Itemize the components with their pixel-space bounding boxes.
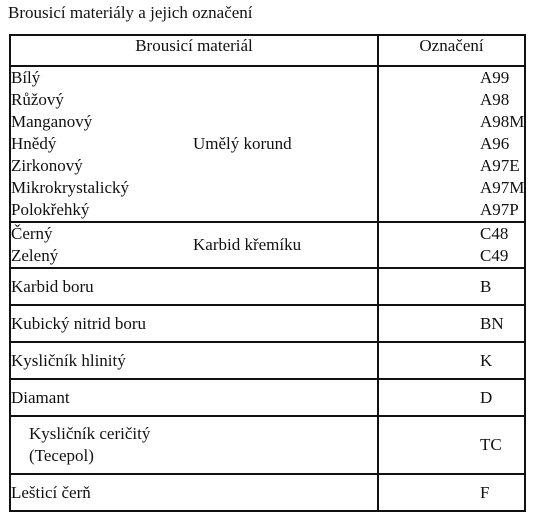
material-name: Zirkonový [11,156,83,175]
material-name-multiline [10,416,378,474]
material-name: Černý [11,224,53,243]
table-row-group-silicon-carbide [10,222,525,268]
table-row-group-corundum [10,66,525,222]
material-name: Manganový [11,112,93,131]
table-row [10,305,525,342]
material-code: A96 [480,134,510,153]
material-code: BN [378,305,525,342]
material-name-line: Kysličník ceričitý [29,424,151,443]
material-name: Kubický nitrid boru [10,305,378,342]
abrasives-table [9,34,526,512]
material-code: A97E [480,156,520,175]
header-code: Označení [378,35,525,66]
material-code: C49 [480,246,509,265]
codes-group-silicon-carbide [378,222,525,268]
material-code: A98 [480,90,510,109]
table-row [10,416,525,474]
group-label-silicon-carbide: Karbid křemíku [193,235,302,254]
material-name-line: (Tecepol) [29,446,94,465]
material-code: C48 [480,224,509,243]
codes-group-corundum [378,66,525,222]
material-name: Polokřehký [11,200,90,219]
material-group-corundum [10,66,378,222]
material-name: Mikrokrystalický [11,178,130,197]
document-title: Brousicí materiály a jejich označení [8,3,253,22]
material-code: TC [378,416,525,474]
material-code: A97M [480,178,525,197]
material-name: Diamant [10,379,378,416]
material-code: B [378,268,525,305]
material-name: Růžový [11,90,64,109]
material-name: Zelený [11,246,59,265]
table-row [10,474,525,511]
material-code: D [378,379,525,416]
table-header-row [10,35,525,66]
table-row [10,342,525,379]
material-code: F [378,474,525,511]
table-row [10,268,525,305]
group-label-corundum: Umělý korund [193,134,292,153]
material-code: A99 [480,68,510,87]
header-material: Brousicí materiál [10,35,378,66]
material-name: Hnědý [11,134,57,153]
material-code: A98M [480,112,525,131]
material-name: Karbid boru [10,268,378,305]
material-name: Kysličník hlinitý [10,342,378,379]
material-group-silicon-carbide [10,222,378,268]
material-code: A97P [480,200,519,219]
material-name: Lešticí čerň [10,474,378,511]
table-row [10,379,525,416]
material-name: Bílý [11,68,41,87]
material-code: K [378,342,525,379]
